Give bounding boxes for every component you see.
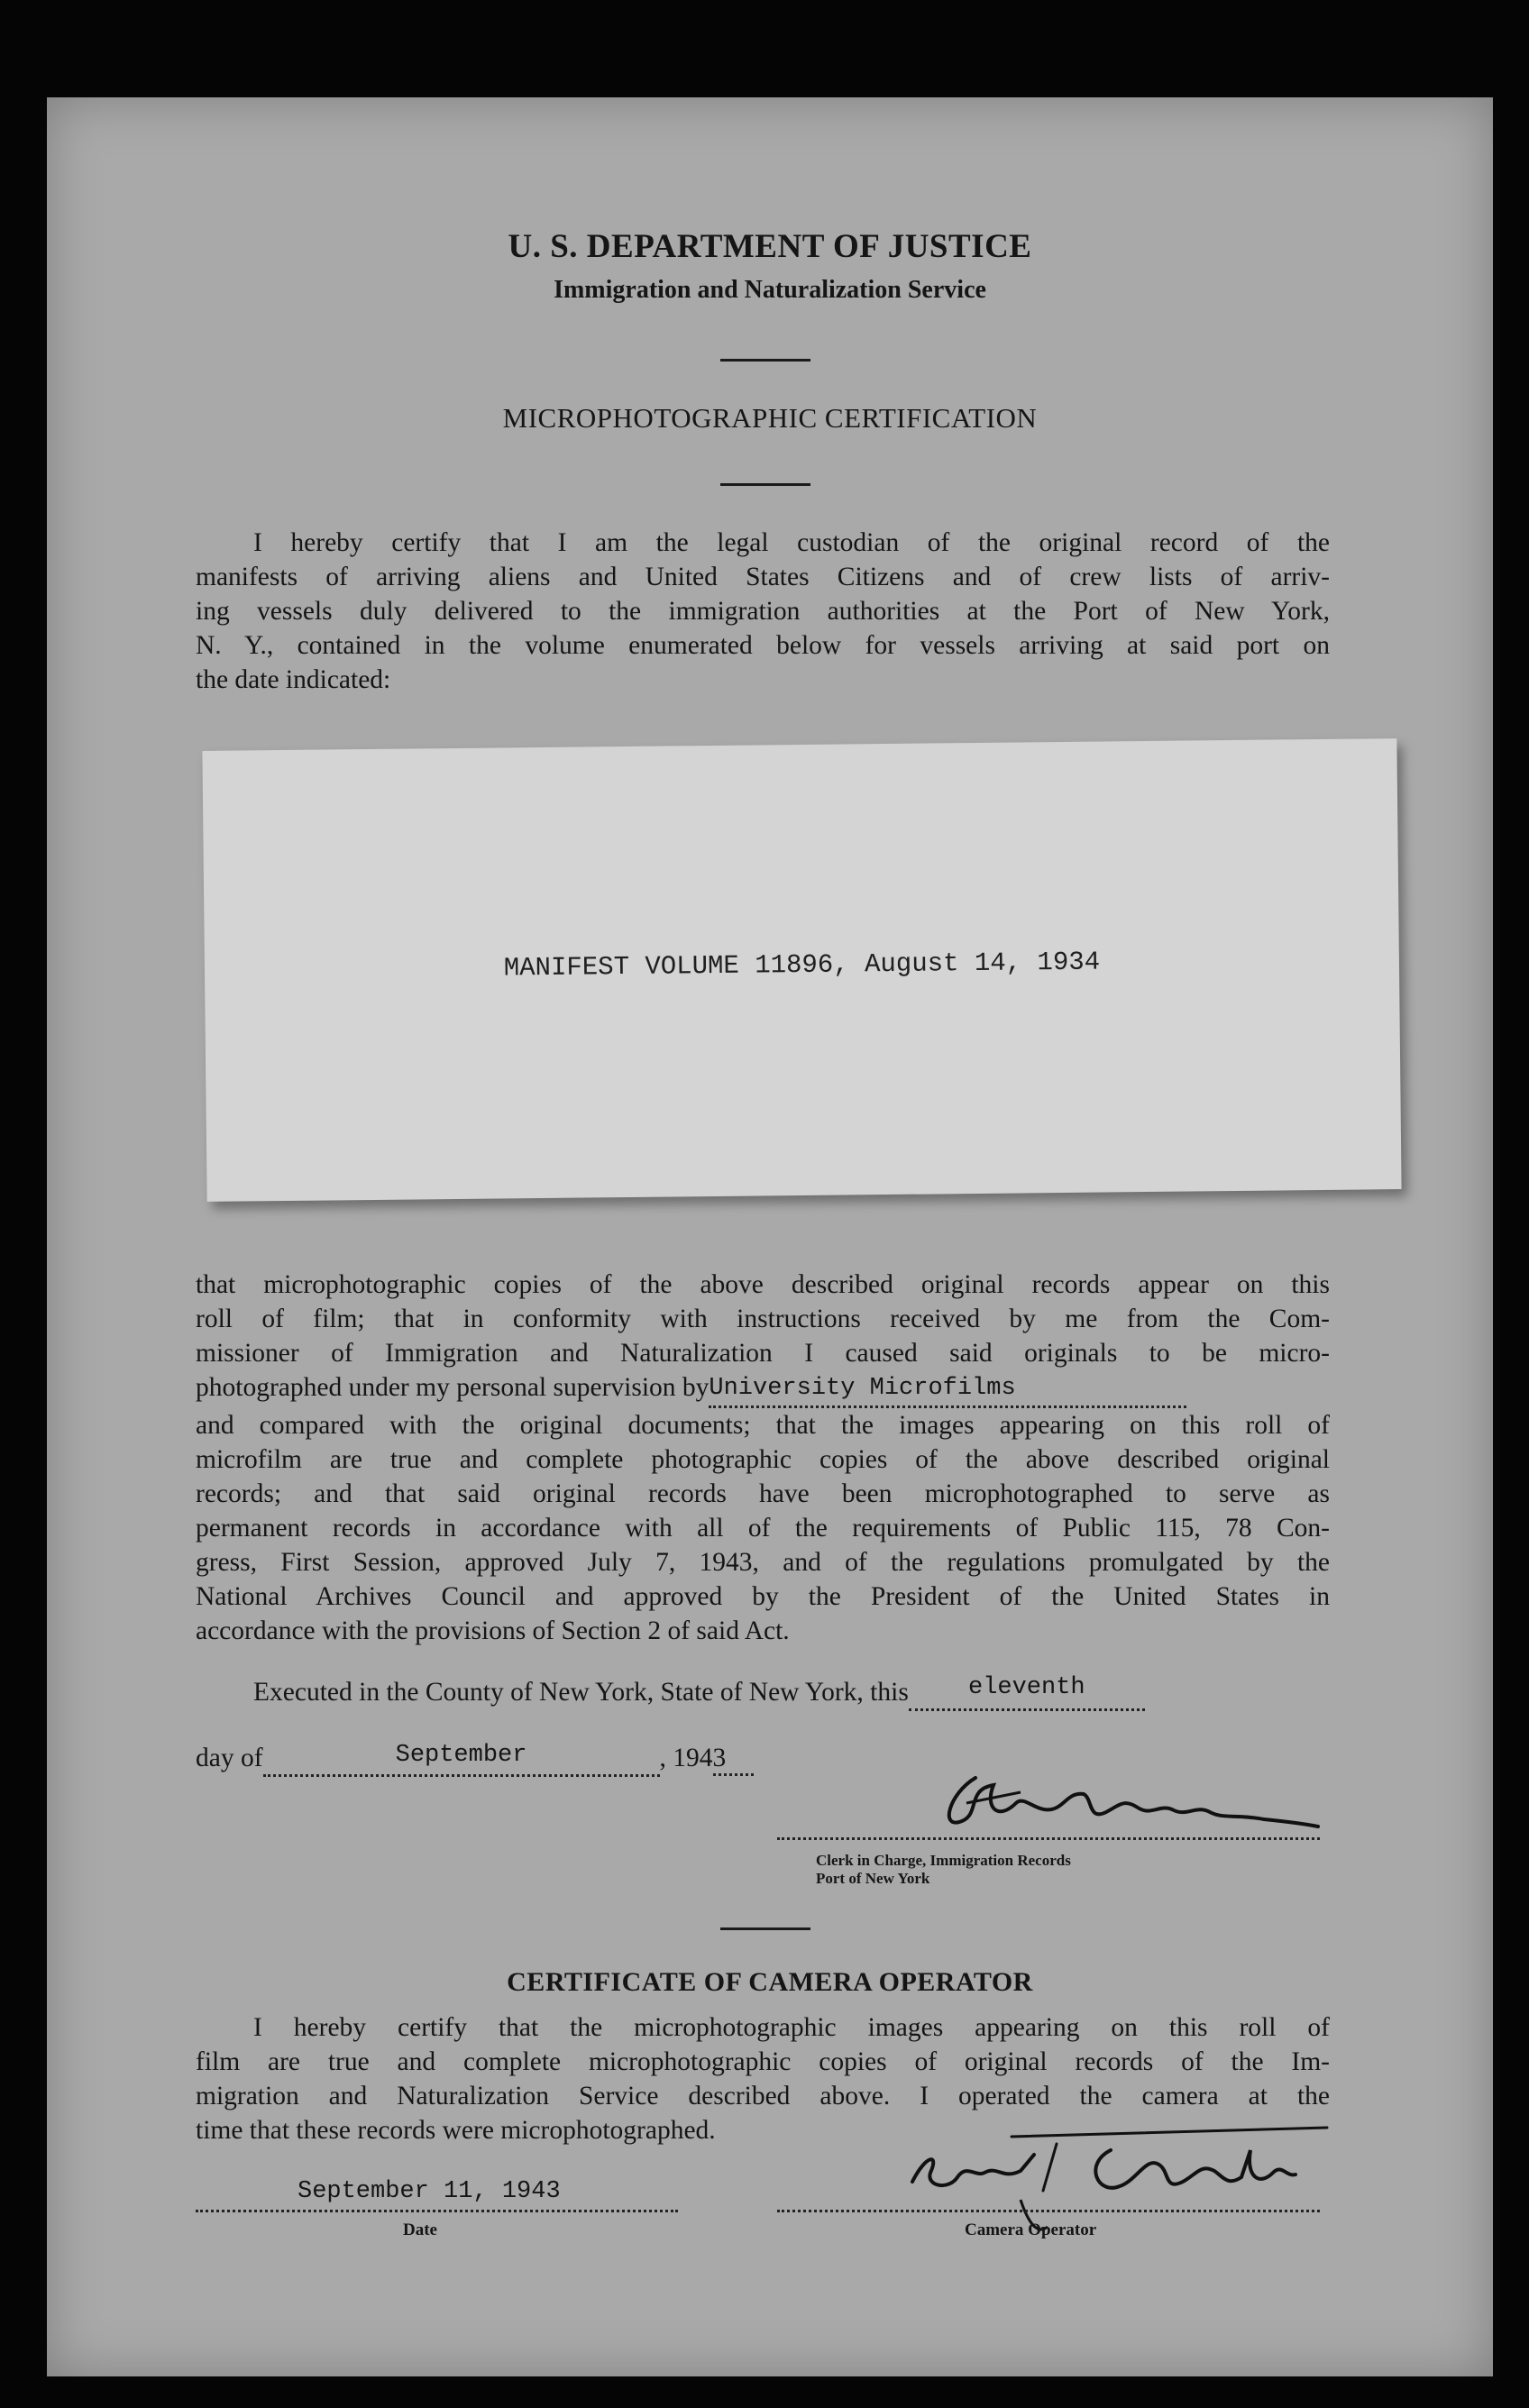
body-line: records; and that said original records have been microphotographed to serve as bbox=[196, 1479, 1330, 1508]
volume-slip-text: MANIFEST VOLUME 11896, August 14, 1934 bbox=[503, 947, 1101, 984]
supervision-field bbox=[709, 1369, 1186, 1408]
supervision-line bbox=[196, 1370, 1330, 1408]
day-value: eleventh bbox=[968, 1674, 1085, 1701]
operator-line: I hereby certify that the microphotographic images appearing on this roll of bbox=[253, 2013, 1330, 2042]
year-value: 3 bbox=[712, 1744, 727, 1772]
month-field bbox=[263, 1744, 660, 1777]
body-line: missioner of Immigration and Naturalization I caused said originals to be micro- bbox=[196, 1339, 1330, 1368]
clerk-signature-line bbox=[777, 1837, 1320, 1840]
body-line: accordance with the provisions of Section 2 of said Act. bbox=[196, 1616, 790, 1645]
supervision-value: University Microfilms bbox=[709, 1375, 1016, 1402]
date-signature-line bbox=[196, 2210, 678, 2212]
intro-line: I hereby certify that I am the legal custodian of the original record of the bbox=[253, 528, 1330, 557]
operator-line: time that these records were microphotographed. bbox=[196, 2116, 716, 2145]
operator-line: film are true and complete microphotographic copies of original records of the Im- bbox=[196, 2047, 1330, 2076]
intro-line: N. Y., contained in the volume enumerated below for vessels arriving at said port on bbox=[196, 631, 1330, 660]
year-field bbox=[713, 1744, 754, 1776]
divider bbox=[720, 1927, 810, 1930]
certification-title: MICROPHOTOGRAPHIC CERTIFICATION bbox=[502, 402, 1038, 434]
date-label: Date bbox=[403, 2220, 437, 2239]
executed-prefix: Executed in the County of New York, State of New York, this bbox=[253, 1678, 909, 1707]
executed-line bbox=[253, 1674, 1145, 1711]
volume-slip bbox=[202, 738, 1401, 1202]
intro-line: ing vessels duly delivered to the immigration authorities at the Port of New York, bbox=[196, 597, 1330, 626]
date-line bbox=[196, 1744, 754, 1777]
operator-line: migration and Naturalization Service described above. I operated the camera at the bbox=[196, 2082, 1330, 2110]
divider bbox=[720, 483, 810, 486]
operator-label: Camera Operator bbox=[965, 2220, 1097, 2239]
day-of-label: day of bbox=[196, 1744, 263, 1772]
operator-signature-line bbox=[777, 2210, 1320, 2212]
body-line: National Archives Council and approved by the President of the United States in bbox=[196, 1582, 1330, 1611]
body-paragraph bbox=[196, 1268, 1330, 1648]
operator-date-value: September 11, 1943 bbox=[298, 2178, 561, 2205]
intro-paragraph bbox=[196, 526, 1330, 697]
certificate-sheet bbox=[47, 97, 1493, 2376]
month-value: September bbox=[395, 1742, 527, 1769]
body-line: microfilm are true and complete photographic copies of the above described original bbox=[196, 1445, 1330, 1474]
body-line: and compared with the original documents; that the images appearing on this roll of bbox=[196, 1411, 1330, 1440]
operator-certificate-title: CERTIFICATE OF CAMERA OPERATOR bbox=[507, 1967, 1033, 1997]
body-line: roll of film; that in conformity with instructions received by me from the Com- bbox=[196, 1305, 1330, 1333]
clerk-title-line: Port of New York bbox=[816, 1870, 930, 1887]
divider bbox=[720, 359, 810, 362]
clerk-title-line: Clerk in Charge, Immigration Records bbox=[816, 1852, 1071, 1869]
year-prefix: , 194 bbox=[659, 1744, 713, 1772]
body-line: that microphotographic copies of the above described original records appear on this bbox=[196, 1270, 1330, 1299]
service-heading: Immigration and Naturalization Service bbox=[554, 276, 986, 304]
supervision-prefix: photographed under my personal supervision by bbox=[196, 1373, 710, 1402]
intro-line: manifests of arriving aliens and United States Citizens and of crew lists of arriv- bbox=[196, 563, 1330, 591]
body-line: gress, First Session, approved July 7, 1943, and of the regulations promulgated by the bbox=[196, 1548, 1330, 1577]
operator-signature bbox=[840, 2101, 1345, 2236]
department-heading: U. S. DEPARTMENT OF JUSTICE bbox=[508, 228, 1032, 265]
day-field bbox=[909, 1674, 1145, 1711]
intro-line: the date indicated: bbox=[196, 665, 391, 694]
body-line: permanent records in accordance with all of the requirements of Public 115, 78 Con- bbox=[196, 1514, 1330, 1543]
clerk-title bbox=[816, 1852, 1071, 1888]
